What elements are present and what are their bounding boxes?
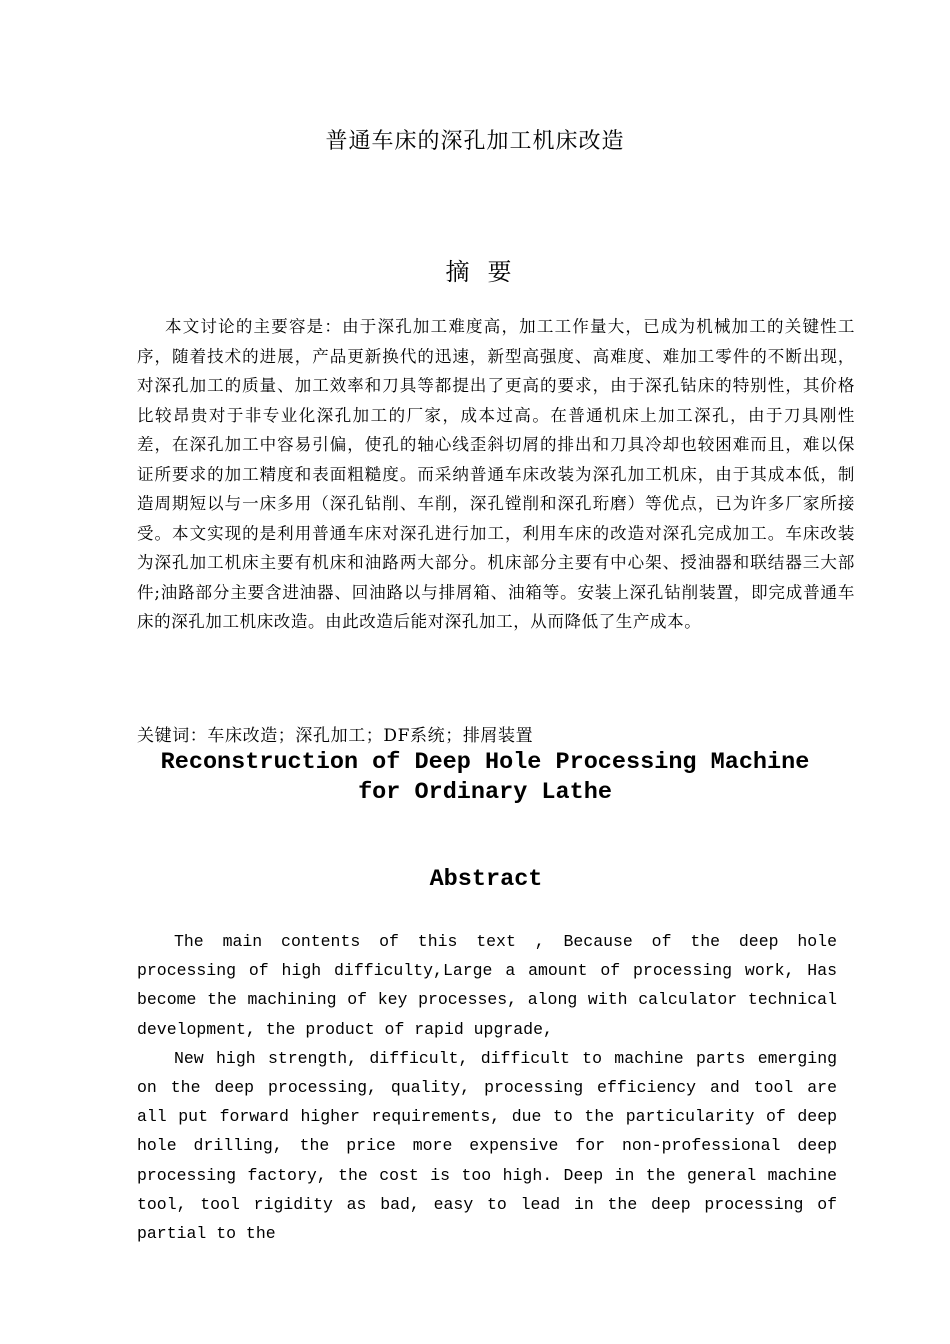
abstract-paragraph-1: The main contents of this text , Because of the deep hole processing of high difficulty,Large a amount of processing work, Has become the machining of key processes, along with calculator technical development, the product of rapid upgrade, [137,932,837,1039]
keywords-chinese: 关键词：车床改造；深孔加工；DF系统；排屑装置 [137,726,534,746]
abstract-body-english [137,927,837,1248]
document-title-english: Reconstruction of Deep Hole Processing Machine for Ordinary Lathe [160,749,810,806]
abstract-heading-english: Abstract [429,866,543,893]
abstract-body-chinese: 本文讨论的主要容是：由于深孔加工难度高，加工工作量大，已成为机械加工的关键性工序，随着技术的进展，产品更新换代的迅速，新型高强度、高难度、难加工零件的不断出现，对深孔加工的质量、加工效率和刀具等都提出了更高的要求，由于深孔钻床的特别性，其价格比较昂贵对于非专业化深孔加工的厂家，成本过高。在普通机床上加工深孔，由于刀具刚性差，在深孔加工中容易引偏，使孔的轴心线歪斜切屑的排出和刀具冷却也较困难而且，难以保证所要求的加工精度和表面粗糙度。而采纳普通车床改装为深孔加工机床，由于其成本低，制造周期短以与一床多用（深孔钻削、车削，深孔镗削和深孔珩磨）等优点，已为许多厂家所接受。本文实现的是利用普通车床对深孔进行加工，利用车床的改造对深孔完成加工。车床改装为深孔加工机床主要有机床和油路两大部分。机床部分主要有中心架、授油器和联结器三大部件;油路部分主要含进油器、回油路以与排屑箱、油箱等。安装上深孔钻削装置，即完成普通车床的深孔加工机床改造。由此改造后能对深孔加工，从而降低了生产成本。 [137,317,855,631]
abstract-paragraph-2: New high strength, difficult, difficult to machine parts emerging on the deep processing, quality, processing efficiency and tool are all put forward higher requirements, due to the particularity of deep hole drilling, the price more expensive for non-professional deep processing factory, the cost is too high. Deep in the general machine tool, tool rigidity as bad, easy to lead in the deep processing of partial to the [137,1048,837,1244]
document-title-chinese: 普通车床的深孔加工机床改造 [325,129,625,154]
abstract-heading-chinese: 摘要 [445,258,530,286]
